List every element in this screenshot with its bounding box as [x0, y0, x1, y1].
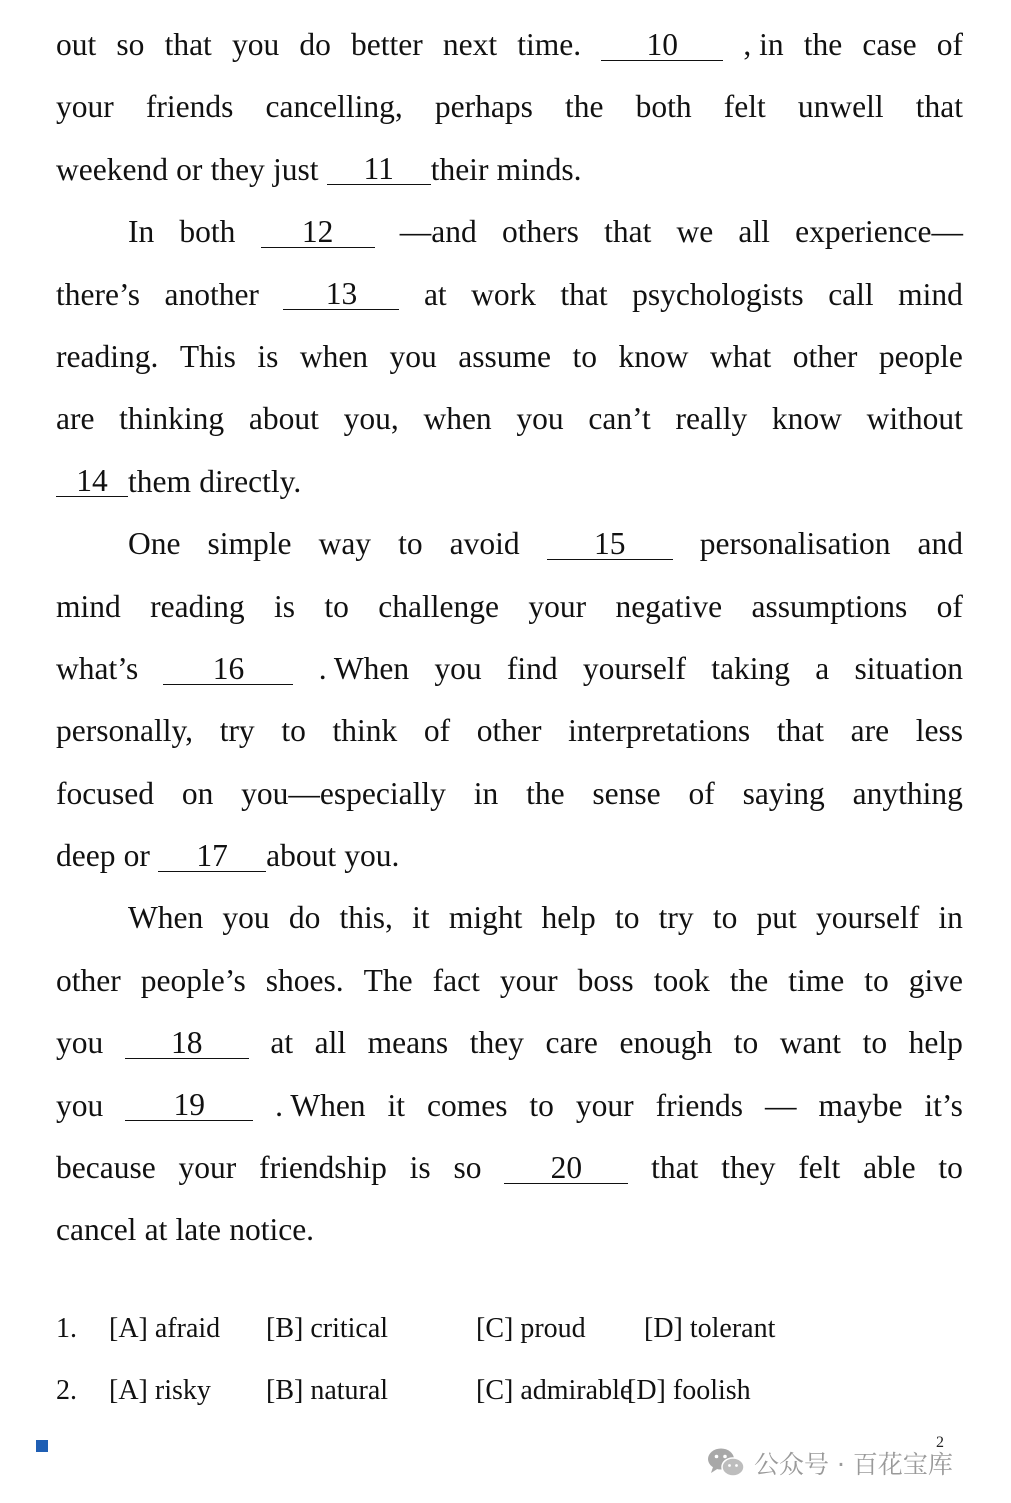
word: all — [314, 1025, 347, 1061]
word: know — [771, 401, 842, 437]
word: to — [864, 962, 889, 998]
word: experience— — [795, 214, 963, 250]
word: at — [270, 1025, 294, 1061]
word: assume — [458, 338, 552, 374]
word: the — [803, 27, 843, 62]
passage-line — [56, 513, 963, 575]
word: it — [387, 1087, 406, 1123]
option-row-1 — [56, 1298, 956, 1360]
option-row-2 — [56, 1360, 956, 1422]
passage-line — [56, 326, 963, 388]
word: deep — [56, 838, 116, 874]
word: mind — [56, 588, 121, 624]
passage-line — [56, 451, 963, 513]
word: other — [476, 713, 542, 749]
option-b: [B] critical — [266, 1313, 389, 1344]
word: do — [299, 27, 331, 62]
word: simple — [207, 526, 292, 562]
word: reading — [150, 588, 245, 624]
word: In — [128, 214, 155, 250]
word: both — [179, 214, 236, 250]
word: or — [176, 151, 203, 187]
word: better — [350, 27, 423, 62]
word: can’t — [588, 401, 651, 437]
word: that — [915, 89, 963, 125]
word: your — [178, 1150, 237, 1186]
word: anything — [852, 775, 963, 811]
word: —and — [399, 214, 477, 250]
word: situation — [854, 650, 963, 686]
word: to — [733, 1025, 759, 1061]
word: the — [729, 962, 769, 998]
word: might — [448, 900, 523, 936]
passage-line — [56, 264, 963, 326]
word: are — [850, 713, 890, 749]
word: to — [529, 1087, 554, 1123]
blank-13: 13 — [283, 279, 399, 310]
blank-17: 17 — [158, 841, 266, 872]
word: challenge — [378, 588, 499, 624]
word: really — [675, 401, 748, 437]
word: friendship — [259, 1150, 387, 1186]
word: interpretations — [568, 713, 751, 749]
word: the — [526, 775, 565, 811]
passage-line — [56, 1137, 963, 1199]
word: . When — [318, 650, 410, 686]
word: the — [565, 89, 604, 125]
word: you — [516, 401, 564, 437]
blue-square-marker — [36, 1440, 48, 1452]
blank-10: 10 — [601, 30, 723, 61]
word: they — [210, 151, 265, 187]
answer-options — [56, 1298, 956, 1422]
word: another — [164, 276, 259, 312]
word: means — [367, 1025, 449, 1061]
word: give — [908, 962, 963, 998]
word: you — [231, 27, 280, 62]
word: that — [164, 27, 212, 62]
word: mind — [898, 276, 963, 312]
word: that — [604, 214, 652, 250]
word: felt — [798, 1150, 841, 1186]
option-d: [D] foolish — [627, 1375, 751, 1406]
word: a — [815, 650, 830, 686]
word: psychologists — [632, 276, 804, 312]
blank-20: 20 — [504, 1153, 628, 1184]
word: at — [423, 276, 447, 312]
passage-line — [56, 201, 963, 263]
word: without — [866, 401, 963, 437]
passage-line — [56, 1199, 963, 1261]
word: you — [434, 650, 482, 686]
passage-line — [56, 576, 963, 638]
word: others — [501, 214, 579, 250]
option-a: [A] afraid — [109, 1313, 221, 1344]
word: maybe — [818, 1087, 903, 1123]
word: avoid — [449, 526, 520, 562]
word: is — [409, 1150, 431, 1186]
word: shoes. — [265, 962, 344, 998]
blank-12: 12 — [261, 217, 375, 248]
word: them — [128, 463, 191, 499]
word: want — [779, 1025, 842, 1061]
word: because — [56, 1150, 156, 1186]
word: you — [389, 338, 437, 374]
word: it’s — [924, 1087, 963, 1123]
word: to — [712, 900, 738, 936]
word: directly. — [199, 463, 302, 499]
word: minds. — [496, 151, 582, 187]
word: find — [506, 650, 558, 686]
word: is — [257, 338, 279, 374]
word: they — [721, 1150, 776, 1186]
word: reading. — [56, 338, 159, 374]
word: both — [635, 89, 692, 125]
word: or — [123, 838, 150, 874]
passage-line — [56, 887, 963, 949]
word: cancelling, — [265, 89, 403, 125]
passage-line — [56, 139, 963, 201]
word: when — [299, 338, 369, 374]
word: people’s — [140, 962, 246, 998]
word: think — [332, 713, 398, 749]
word: This — [179, 338, 236, 374]
word: about — [248, 401, 319, 437]
word: do — [288, 900, 321, 936]
word: know — [618, 338, 689, 374]
word: to — [572, 338, 598, 374]
word: people — [878, 338, 963, 374]
word: — — [765, 1087, 797, 1123]
blank-19: 19 — [125, 1090, 253, 1121]
passage-line — [56, 700, 963, 762]
word: in — [473, 775, 499, 811]
word: in — [938, 900, 963, 936]
word: about — [266, 838, 337, 874]
word: at — [144, 1212, 168, 1248]
word: you — [222, 900, 270, 936]
word: of — [936, 588, 963, 624]
word: case — [862, 27, 917, 62]
word: to — [938, 1150, 963, 1186]
word: is — [273, 588, 295, 624]
word: so — [453, 1150, 482, 1186]
word: we — [676, 214, 714, 250]
word: you — [56, 1087, 104, 1123]
word: yourself — [582, 650, 687, 686]
passage-line — [56, 76, 963, 138]
word: to — [281, 713, 306, 749]
word: to — [862, 1025, 888, 1061]
blank-15: 15 — [547, 529, 673, 560]
word: yourself — [815, 900, 920, 936]
passage-line — [56, 1075, 963, 1137]
wechat-icon — [706, 1446, 746, 1480]
word: you—especially — [241, 775, 446, 811]
word: you, — [343, 401, 399, 437]
word: enough — [619, 1025, 713, 1061]
word: your — [499, 962, 558, 998]
word: notice. — [229, 1212, 315, 1248]
word: personally, — [56, 713, 194, 749]
word: less — [915, 713, 963, 749]
word: try — [219, 713, 255, 749]
word: time. — [517, 27, 582, 62]
word: out — [56, 27, 97, 62]
word: took — [653, 962, 710, 998]
word: When — [128, 900, 204, 936]
passage-line — [56, 1012, 963, 1074]
word: comes — [426, 1087, 508, 1123]
word: , in — [743, 27, 784, 62]
passage-line — [56, 950, 963, 1012]
word: care — [545, 1025, 598, 1061]
word: boss — [577, 962, 634, 998]
word: of — [688, 775, 715, 811]
word: on — [181, 775, 214, 811]
watermark — [706, 1445, 953, 1481]
word: friends — [145, 89, 234, 125]
word: all — [738, 214, 770, 250]
word: that — [776, 713, 824, 749]
watermark-text: 公众号 · 百花宝库 — [754, 1450, 953, 1479]
word: taking — [711, 650, 791, 686]
passage-line — [56, 825, 963, 887]
word: try — [658, 900, 694, 936]
word: able — [863, 1150, 916, 1186]
word: focused — [56, 775, 154, 811]
option-d: [D] tolerant — [644, 1313, 776, 1344]
word: saying — [742, 775, 825, 811]
option-number: 1. — [56, 1313, 77, 1344]
option-b: [B] natural — [266, 1375, 389, 1406]
word: so — [116, 27, 145, 62]
word: One — [128, 526, 181, 562]
word: of — [423, 713, 451, 749]
word: help — [908, 1025, 963, 1061]
blank-16: 16 — [163, 654, 293, 685]
word: personalisation — [699, 526, 891, 562]
word: friends — [655, 1087, 744, 1123]
word: weekend — [56, 151, 168, 187]
word: work — [471, 276, 536, 312]
word: of — [936, 27, 963, 62]
word: this, — [339, 900, 393, 936]
word: you — [56, 1025, 104, 1061]
word: their — [430, 151, 489, 187]
word: they — [469, 1025, 524, 1061]
option-number: 2. — [56, 1375, 77, 1406]
word: what — [709, 338, 772, 374]
word: time — [788, 962, 845, 998]
word: assumptions — [751, 588, 908, 624]
word: your — [575, 1087, 634, 1123]
word: cancel — [56, 1212, 137, 1248]
word: and — [917, 526, 963, 562]
passage-line — [56, 388, 963, 450]
word: perhaps — [434, 89, 533, 125]
word: that — [651, 1150, 699, 1186]
word: thinking — [119, 401, 225, 437]
word: when — [423, 401, 492, 437]
option-c: [C] proud — [476, 1313, 586, 1344]
word: to — [614, 900, 640, 936]
word: just — [273, 151, 319, 187]
word: late — [175, 1212, 222, 1248]
option-c: [C] admirable — [476, 1375, 633, 1406]
passage-line — [56, 638, 963, 700]
word: to — [398, 526, 423, 562]
word: felt — [723, 89, 766, 125]
blank-14: 14 — [56, 466, 128, 497]
word: negative — [615, 588, 723, 624]
word: The — [363, 962, 413, 998]
option-a: [A] risky — [109, 1375, 211, 1406]
word: way — [318, 526, 372, 562]
word: you. — [344, 838, 400, 874]
word: are — [56, 401, 95, 437]
word: to — [324, 588, 349, 624]
word: . When — [275, 1087, 366, 1123]
page-number: 2 — [936, 1434, 944, 1451]
passage-line — [56, 763, 963, 825]
word: fact — [432, 962, 480, 998]
word: put — [756, 900, 797, 936]
word: help — [541, 900, 596, 936]
word: that — [560, 276, 608, 312]
passage-text — [56, 14, 963, 1262]
word: what’s — [56, 650, 139, 686]
word: other — [56, 962, 121, 998]
word: your — [56, 89, 114, 125]
word: other — [792, 338, 858, 374]
word: your — [528, 588, 587, 624]
word: there’s — [56, 276, 140, 312]
word: next — [442, 27, 498, 62]
word: it — [412, 900, 430, 936]
blank-11: 11 — [327, 154, 431, 185]
word: unwell — [797, 89, 884, 125]
blank-18: 18 — [125, 1028, 249, 1059]
passage-line — [56, 14, 963, 76]
word: sense — [592, 775, 661, 811]
word: call — [828, 276, 874, 312]
